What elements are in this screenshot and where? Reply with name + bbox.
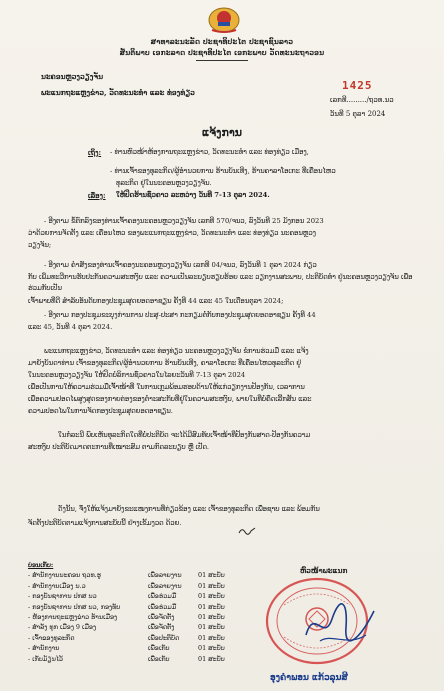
body-line: ເຈົ້າພາບທີ່ດີ ສຳລັບອັນດັບກອງປະຊຸມສຸດຍອດອາຊຽນ ຄັ້ງທີ 44 ແລະ 45 ໃນເດືອນຕຸລາ 2024; bbox=[28, 297, 284, 305]
body-line: ຈັດຕັ້ງປະຕິບັດຕາມແຈ້ງການສະບັບນີ້ ຢ່າງເຂັ້ມງວດ ດ້ວຍ. bbox=[28, 519, 182, 527]
body-line: ມາຍັງບັນດາທ່ານ ເຈົ້າຂອງທຸລະກິດ/ຜູ້ອຳນວຍການ ຮ້ານບັນເທີງ, ຄາລາໂອເກະ ທີ່ເຄື່ອນໄຫວທຸລະກິດ ຢູ່ bbox=[28, 359, 301, 367]
body-line: ແລະ 45, ວັນທີ 4 ຕຸລາ 2024. bbox=[28, 323, 113, 331]
motto-line: ສັນຕິພາບ ເອກະລາດ ປະຊາທິປະໄຕ ເອກະພາບ ວັດທະນະຖາວອນ bbox=[119, 48, 325, 57]
handwritten-signature bbox=[300, 595, 380, 655]
ministry-name: ນະຄອນຫຼວງວຽງຈັນ bbox=[41, 72, 104, 81]
list-item: - ຫ້ອງການຖະແຫຼງຂ່າວ ຮ້ານເມືອງ ເພື່ອຈັດຕັ້ງ 01 ສະບັບ bbox=[28, 613, 225, 622]
header-divider bbox=[196, 60, 248, 61]
body-line: - ອີງຕາມ ຂໍ້ຕົກລົງຂອງທ່ານເຈົ້າຄອງນະຄອນຫຼວງວຽງຈັນ ເລກທີ 570/ຈນວ, ລົງວັນທີ 25 ມັງກອນ 2023 bbox=[44, 217, 324, 225]
handwritten-doc-number: 1425 bbox=[342, 79, 373, 92]
to-label: ເຖິງ: bbox=[88, 148, 102, 157]
recipient-2: - ທ່ານເຈົ້າຂອງທຸລະກິດ/ຜູ້ອຳນວຍການ ຮ້ານບັນເທີງ, ຮ້ານຄາລາໂອເກະ ທີ່ເຄື່ອນໄຫວ bbox=[110, 167, 336, 175]
national-emblem-icon bbox=[206, 4, 242, 34]
list-item: - ສຳນັກງານນະຄອນ ຖວທ.ຮູ ເພື່ອລາຍງານ 01 ສະບັບ bbox=[28, 571, 225, 580]
distribution-list bbox=[28, 560, 228, 664]
list-item: - ເຈົ້າຂອງທຸລະກິດ ເພື່ອປະຕິບັດ 01 ສະບັບ bbox=[28, 633, 225, 642]
handwritten-mark bbox=[238, 526, 256, 536]
country-line: ສາທາລະນະລັດ ປະຊາທິປະໄຕ ປະຊາຊົນລາວ bbox=[150, 37, 294, 46]
list-item: - ເກັບມ້ຽນໄວ້ ເພື່ອເກັບ 01 ສະບັບ bbox=[28, 654, 225, 663]
body-line: ວຽງຈັນ; bbox=[28, 241, 52, 249]
distribution-title: ບ່ອນເກັບ: bbox=[28, 561, 54, 569]
subject-label: ເລື່ອງ: bbox=[88, 191, 106, 200]
body-line: ດັ່ງນັ້ນ, ຈຶ່ງໃຫ້ແຈ້ງມາຍັງຂະແໜງການທີ່ກ່ຽວຂ້ອງ ແລະ ເຈົ້າຂອງທຸລະກິດ ເພື່ອຊາບ ແລະ ພ້ອມກັນ bbox=[58, 505, 320, 513]
recipient-1: - ທ່ານຫົວໜ້າຫ້ອງການຖະແຫຼງຂ່າວ, ວັດທະນະທຳ ແລະ ທ່ອງທ່ຽວ ເມືອງ, bbox=[110, 148, 309, 156]
subject-text: ໃຫ້ປິດຮ້ານຊົ່ວຄາວ ລະຫວ່າງ ວັນທີ 7-13 ຕຸລາ 2024. bbox=[116, 191, 270, 199]
body-line: ຄວາມປອດໄພໃນການຈັດກອງປະຊຸມສຸດຍອດອາຊຽນ. bbox=[28, 407, 173, 415]
body-line: ໃນກໍລະນີ ພົບເຫັນທຸລະກິດໃດທີ່ບໍ່ປະຕິບັດ ຈະໄດ້ມີສົມທັບເຈົ້າໜ້າທີ່ປ້ອງກັນສາດ-ປ້ອງກັນຄວາມ bbox=[58, 431, 311, 439]
document-number: ເລກທີ........./ຖວທ.ນວ bbox=[330, 96, 394, 104]
signatory-title: ຫົວໜ້າພະແນກ bbox=[300, 566, 348, 575]
body-line: ເພື່ອເປັນການໃຫ້ຄວາມຮ່ວມມືເຈົ້າໜ້າທີ່ ໃນການເກຼມພ້ອມຮອບດ້ານໃຫ້ແກ່ວຽກງານປ້ອງກັນ, ເວລາການ bbox=[28, 383, 305, 391]
list-item: - ສຳນັກງານ ເພື່ອເກັບ 01 ສະບັບ bbox=[28, 644, 225, 653]
signatory-name: ອຸງຄຳພອນ ແກ້ວລຸນສີ bbox=[270, 673, 348, 683]
body-line: ເພື່ອຄວາມປອດໄພສູງສຸດຂອງກາຍຕ່ອງຂອງຕໍ່າະສະກັບທີ່ຢູ່ໃນຄວາມສະຫງົບ, ພາຍໃນທີ່ບໍ່ຄຶດເລີ້ກສັ້ນ ແລະ bbox=[28, 395, 312, 403]
recipient-2-cont: ທຸລະກິດ ຢູ່ໃນນະຄອນຫຼວງວຽງຈັນ. bbox=[116, 179, 212, 187]
list-item: - ສຳລັງ ທຸກ ເມືອງ 9 ເມືອງ ເພື່ອຈັດຕັ້ງ 01 ສະບັບ bbox=[28, 623, 225, 632]
list-item: - ກອງບັນຊາການ ປກສ ນວ ເພື່ອຮ່ວມມື 01 ສະບັບ bbox=[28, 592, 225, 601]
body-line: ສະຫງົບ ປະຕິບັດມາດຕະການທີ່ເໝາະສົມ ຕາມກົດລະບຽບ ຫຼື ເປັດ. bbox=[28, 443, 210, 451]
list-item: - ສຳນັກງານເມືອງ ນ.ວ ເພື່ອລາຍງານ 01 ສະບັບ bbox=[28, 581, 225, 590]
body-line: - ອີງຕາມ ຄຳສັ່ງຂອງທ່ານເຈົ້າຄອງນະຄອນຫຼວງວຽງຈັນ ເລກທີ 04/ຈນວ, ລົງວັນທີ 1 ຕຸລາ 2024 ກ່ຽວ bbox=[44, 261, 317, 269]
body-line: ວ່າດ້ວຍການຈັດຕັ້ງ ແລະ ເຄື່ອນໄຫວ ຂອງພະແນກຖະແຫຼງຂ່າວ, ວັດທະນະທຳ ແລະ ທ່ອງທ່ຽວ ນະຄອນຫຼວງ bbox=[28, 229, 316, 237]
body-line: ໃນນະຄອນຫຼວງວຽງຈັນ ໃຫ້ປິດບໍລິການຊົ່ວຄາວໃນໄລຍະວັນທີ 7-13 ຕຸລາ 2024 bbox=[28, 371, 246, 379]
document-title: ແຈ້ງການ bbox=[202, 126, 242, 139]
list-item: - ກອງບັນຊາການ ປກສ ນວ, ກອງທັບ ເພື່ອຮ່ວມມື 01 ສະບັບ bbox=[28, 602, 225, 611]
document-date: ວັນທີ 5 ຕຸລາ 2024 bbox=[330, 110, 386, 118]
body-line: ກັບ ເພີ່ມທະວີການຮັບປະກັນຄວາມສະຫງົບ ແລະ ຄວາມເປັນລະບຽບຮຽບຮ້ອຍ ແລະ ວຽກງານສະພາບ, ປະຕິບັດທຳ ຢູ່ນະຄອນຫຼວງວຽງຈັນ ເພື່ອຮ່ວມກັບເປັນ bbox=[28, 273, 413, 292]
department-name: ພະແນກຖະແຫຼງຂ່າວ, ວັດທະນະທຳ ແລະ ທ່ອງທ່ຽວ bbox=[41, 88, 195, 97]
body-line: - ອີງຕາມ ກອງປະຊຸມຂະບຸງກ່ານການ ປະສຸ-ປະສາ ກະກຽມຕໍ່ກັບກອງປະຊຸມສຸດຍອດອາຊຽນ ຄັ້ງທີ 44 bbox=[44, 311, 316, 319]
body-line: ພະແນກຖະແຫຼງຂ່າວ, ວັດທະນະທຳ ແລະ ທ່ອງທ່ຽວ ນະຄອນຫຼວງວຽງຈັນ ຂໍການຮ່ວມມື ແລະ ແຈ້ງ bbox=[44, 347, 309, 355]
